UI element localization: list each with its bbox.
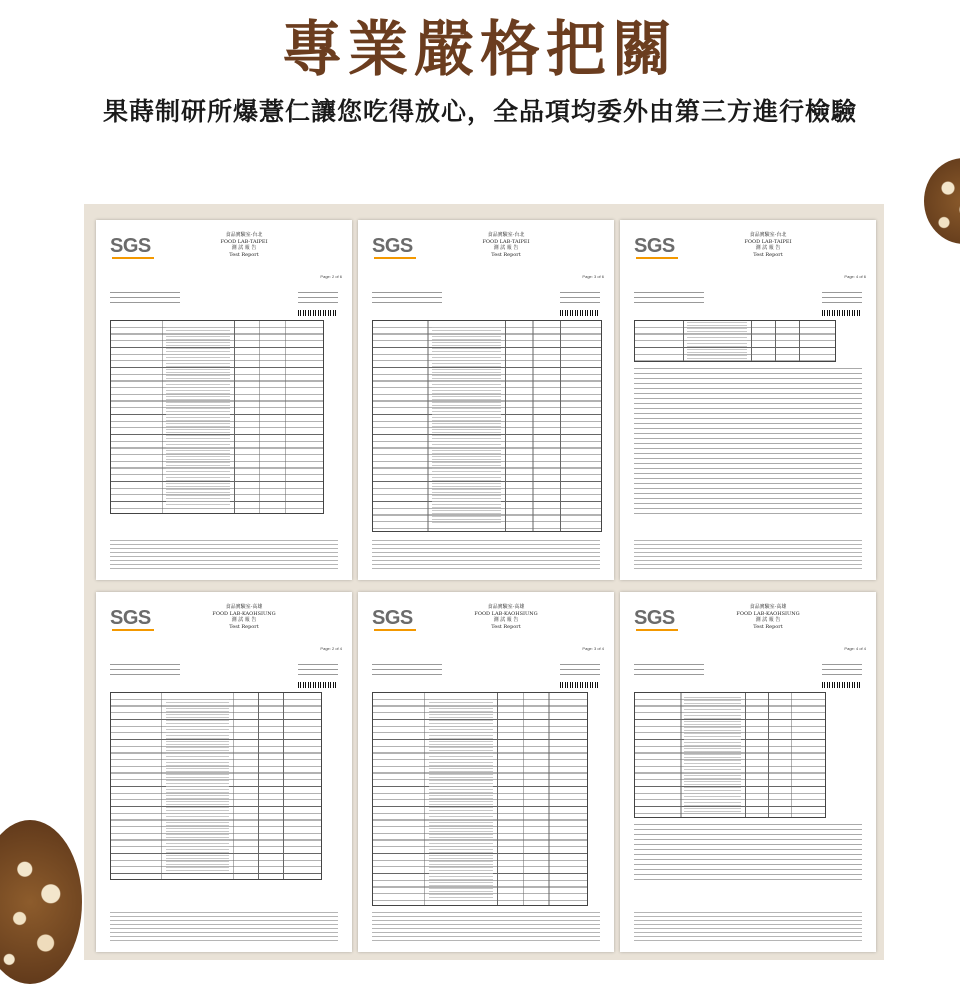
page-title: 專業嚴格把關	[282, 15, 678, 85]
mushroom-left-image	[0, 820, 82, 984]
lab-heading: 食品實驗室-台北 FOOD LAB-TAIPEI 測 試 報 告 Test Report	[220, 232, 268, 258]
lab-heading: 食品實驗室-高雄 FOOD LAB-KAOHSIUNG 測 試 報 告 Test Report	[474, 604, 538, 630]
report-panel	[84, 204, 884, 960]
report-notes	[634, 824, 862, 884]
page-number: Page: 3 of 4	[582, 646, 604, 651]
report-meta	[110, 664, 338, 680]
report-footer	[110, 540, 338, 570]
barcode	[822, 682, 862, 688]
test-report-card[interactable]	[358, 592, 614, 952]
sgs-logo: SGS	[372, 606, 422, 630]
report-footer	[634, 912, 862, 942]
lab-heading: 食品實驗室-高雄 FOOD LAB-KAOHSIUNG 測 試 報 告 Test Report	[736, 604, 800, 630]
sgs-logo: SGS	[372, 234, 422, 258]
page-subtitle: 果蒔制研所爆薏仁讓您吃得放心，全品項均委外由第三方進行檢驗	[102, 97, 857, 126]
sgs-logo: SGS	[634, 606, 684, 630]
barcode	[298, 682, 338, 688]
page-number: Page: 2 of 6	[320, 274, 342, 279]
barcode	[822, 310, 862, 316]
lab-heading: 食品實驗室-台北 FOOD LAB-TAIPEI 測 試 報 告 Test Report	[482, 232, 530, 258]
lab-heading: 食品實驗室-台北 FOOD LAB-TAIPEI 測 試 報 告 Test Report	[744, 232, 792, 258]
test-report-card[interactable]	[620, 592, 876, 952]
results-table	[634, 320, 836, 362]
page-number: Page: 3 of 6	[582, 274, 604, 279]
report-notes	[634, 368, 862, 518]
report-meta	[372, 664, 600, 680]
lab-heading: 食品實驗室-高雄 FOOD LAB-KAOHSIUNG 測 試 報 告 Test Report	[212, 604, 276, 630]
test-report-card[interactable]	[96, 220, 352, 580]
results-table	[110, 320, 324, 514]
page-number: Page: 4 of 4	[844, 646, 866, 651]
report-meta	[372, 292, 600, 308]
test-report-card[interactable]	[96, 592, 352, 952]
report-meta	[634, 664, 862, 680]
barcode	[560, 682, 600, 688]
report-footer	[372, 540, 600, 570]
sgs-logo: SGS	[110, 234, 160, 258]
test-report-card[interactable]	[358, 220, 614, 580]
results-table	[634, 692, 826, 818]
report-footer	[634, 540, 862, 570]
page-number: Page: 4 of 6	[844, 274, 866, 279]
report-footer	[372, 912, 600, 942]
results-table	[372, 320, 602, 532]
results-table	[372, 692, 588, 906]
barcode	[560, 310, 600, 316]
report-meta	[634, 292, 862, 308]
report-meta	[110, 292, 338, 308]
barcode	[298, 310, 338, 316]
page-number: Page: 2 of 4	[320, 646, 342, 651]
sgs-logo: SGS	[110, 606, 160, 630]
test-report-card[interactable]	[620, 220, 876, 580]
results-table	[110, 692, 322, 880]
sgs-logo: SGS	[634, 234, 684, 258]
mushroom-right-image	[924, 158, 960, 244]
report-footer	[110, 912, 338, 942]
